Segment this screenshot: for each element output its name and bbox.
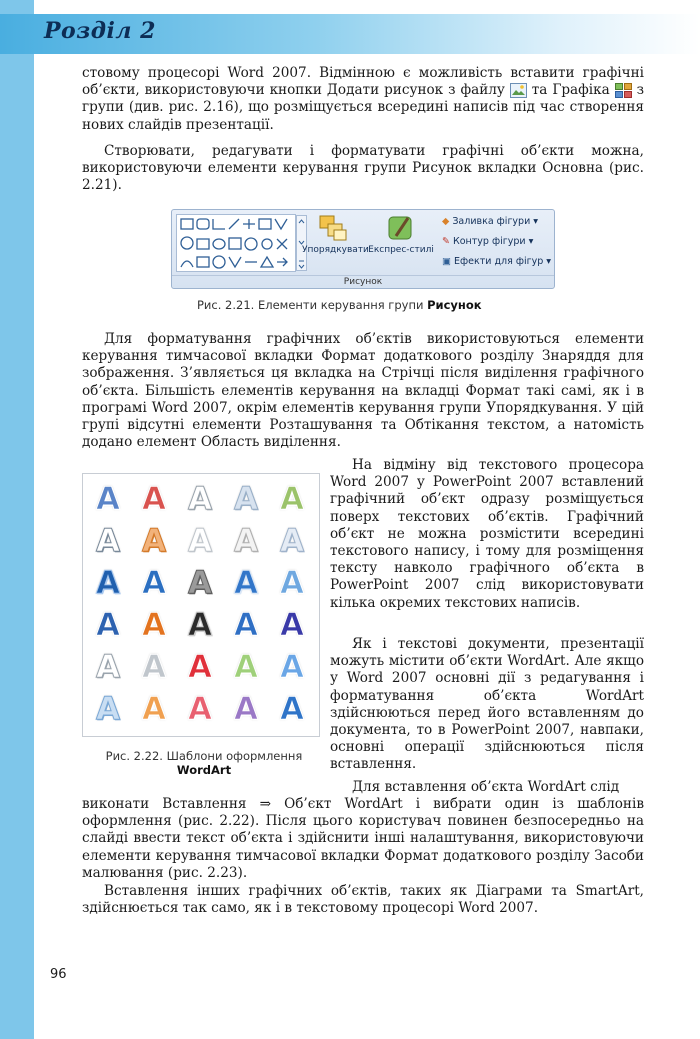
- wordart-style-tile[interactable]: [89, 606, 127, 644]
- wordart-style-tile[interactable]: [181, 690, 219, 728]
- wordart-sample-letter: A: [188, 523, 212, 559]
- shape-outline-button[interactable]: ✎ Контур фігури ▾: [442, 236, 534, 247]
- wordart-sample-letter: A: [96, 523, 120, 559]
- shapes-icons: [177, 215, 295, 271]
- wordart-sample-letter: A: [96, 481, 120, 517]
- shape-outline-label: Контур фігури: [453, 236, 526, 247]
- paragraph-4: На відміну від текстового процесора Word 2007 у PowerPoint 2007 вставлений графічний об’єкт одразу розміщується поверх текстових об’єктів. Графічний об’єкт не можна розмістити всередині текстового напису, і тому для розміщення тексту навколо графічного об’єкта в PowerPoint 2007 слід використовувати кілька окремих текстових написів.: [330, 457, 644, 611]
- wordart-sample-letter: A: [280, 565, 304, 601]
- wordart-style-tile[interactable]: [89, 480, 127, 518]
- paragraph-1-text-c: з групи (див. рис. 2.16), що розміщується всередині написів під час створення нових слайдів презентації.: [82, 82, 645, 133]
- arrange-button[interactable]: [302, 214, 369, 255]
- paragraph-1-text: стовому процесорі Word 2007. Відмінною є можливість вставити графічні об’єкти, використовуючи кнопки Додати рисунок з файлу: [82, 65, 644, 99]
- wordart-sample-letter: A: [188, 481, 212, 517]
- wordart-sample-letter: A: [234, 481, 258, 517]
- drawing-ribbon-group: [171, 209, 555, 289]
- paragraph-7: Вставлення інших графічних об’єктів, таких як Діаграми та SmartArt, здійснюється так само, як і в текстовому процесорі Word 2007.: [82, 883, 644, 917]
- wordart-sample-letter: A: [234, 607, 258, 643]
- wordart-style-tile[interactable]: [227, 606, 265, 644]
- effects-icon: ▣: [442, 256, 451, 267]
- wordart-style-tile[interactable]: [227, 480, 265, 518]
- wordart-sample-letter: A: [234, 565, 258, 601]
- wordart-style-tile[interactable]: [89, 690, 127, 728]
- wordart-gallery: [82, 473, 320, 737]
- shape-fill-label: Заливка фігури: [452, 216, 531, 227]
- wordart-sample-letter: A: [96, 691, 120, 727]
- picture-icon: [510, 83, 527, 98]
- wordart-style-tile[interactable]: [273, 522, 311, 560]
- page-number: 96: [50, 967, 67, 982]
- arrange-label: Упорядкувати: [302, 245, 369, 255]
- wordart-style-tile[interactable]: [135, 564, 173, 602]
- group-label: Рисунок: [172, 275, 554, 287]
- paint-bucket-icon: ◆: [442, 216, 450, 227]
- figure-2-21-caption: [197, 298, 482, 312]
- paragraph-1-text-b: та Графіка: [531, 82, 610, 99]
- wordart-style-tile[interactable]: [135, 648, 173, 686]
- wordart-sample-letter: A: [96, 607, 120, 643]
- shape-fill-button[interactable]: ◆ Заливка фігури ▾: [442, 216, 539, 227]
- wordart-style-tile[interactable]: [273, 606, 311, 644]
- pencil-icon: ✎: [442, 236, 450, 247]
- wordart-sample-letter: A: [280, 607, 304, 643]
- wordart-sample-letter: A: [234, 649, 258, 685]
- arrange-icon: [318, 214, 348, 242]
- smartart-icon: [615, 83, 632, 98]
- wordart-style-tile[interactable]: [135, 606, 173, 644]
- paragraph-5: Як і текстові документи, презентації можуть містити об’єкти WordArt. Але якщо у Word 2007 основні дії з редагування і форматування об’єкта WordArt здійснюються перед його вставленням до документа, то в PowerPoint 2007, навпаки, основні операції здійснюються після вставлення.: [330, 636, 644, 773]
- wordart-sample-letter: A: [234, 523, 258, 559]
- shapes-gallery[interactable]: [176, 214, 296, 272]
- wordart-sample-letter: A: [280, 649, 304, 685]
- wordart-style-tile[interactable]: [227, 690, 265, 728]
- side-strip: [0, 0, 34, 1039]
- wordart-sample-letter: A: [96, 649, 120, 685]
- wordart-style-tile[interactable]: [227, 648, 265, 686]
- wordart-sample-letter: A: [188, 649, 212, 685]
- quick-styles-label: Експрес-стилі: [368, 245, 434, 255]
- figure-2-21-caption-prefix: Рис. 2.21. Елементи керування групи: [197, 298, 424, 312]
- wordart-style-tile[interactable]: [181, 564, 219, 602]
- wordart-style-tile[interactable]: [135, 690, 173, 728]
- wordart-style-tile[interactable]: [89, 648, 127, 686]
- figure-2-22-caption: [88, 749, 320, 777]
- wordart-sample-letter: A: [280, 691, 304, 727]
- wordart-style-tile[interactable]: [181, 522, 219, 560]
- wordart-style-tile[interactable]: [273, 690, 311, 728]
- wordart-style-tile[interactable]: [227, 564, 265, 602]
- wordart-sample-letter: A: [188, 607, 212, 643]
- quick-styles-icon: [386, 214, 416, 242]
- wordart-style-tile[interactable]: [135, 522, 173, 560]
- paragraph-2: Створювати, редагувати і форматувати графічні об’єкти можна, використовуючи елементи керування групи Рисунок вкладки Основна (рис. 2.21).: [82, 143, 644, 194]
- figure-2-22-caption-line1: Рис. 2.22. Шаблони оформлення: [105, 749, 303, 763]
- wordart-sample-letter: A: [188, 691, 212, 727]
- wordart-sample-letter: A: [280, 481, 304, 517]
- wordart-sample-letter: A: [142, 691, 166, 727]
- shape-effects-label: Ефекти для фігур: [454, 256, 544, 267]
- figure-2-22-caption-line2: WordArt: [176, 763, 232, 777]
- wordart-style-tile[interactable]: [273, 564, 311, 602]
- wordart-sample-letter: A: [188, 565, 212, 601]
- wordart-style-tile[interactable]: [227, 522, 265, 560]
- wordart-sample-letter: A: [142, 523, 166, 559]
- section-title: Розділ 2: [44, 18, 156, 44]
- wordart-sample-letter: A: [142, 649, 166, 685]
- paragraph-6-start: Для вставлення об’єкта WordArt слід: [352, 779, 620, 795]
- wordart-style-tile[interactable]: [181, 606, 219, 644]
- paragraph-1: [82, 65, 644, 134]
- paragraph-3: Для форматування графічних об’єктів використовуються елементи керування тимчасової вкладки Формат додаткового розділу Знаряддя для зображення. З’являється ця вкладка на Стрічці після виділення графічного об’єкта. Більшість елементів керування на вкладці Формат такі самі, як і в програмі Word 2007, окрім елементів керування групи Упорядкування. У цій групі відсутні елементи Розташування та Обтікання текстом, а натомість додано елемент Область виділення.: [82, 331, 644, 451]
- figure-2-21-caption-bold: Рисунок: [427, 298, 482, 312]
- wordart-sample-letter: A: [234, 691, 258, 727]
- paragraph-6: виконати Вставлення ⇒ Об’єкт WordArt і вибрати один із шаблонів оформлення (рис. 2.22). Після цього користувач повинен безпосередньо на слайді ввести текст об’єкта і здійснити інші налаштування, використовуючи елементи керування тимчасової вкладки Формат додаткового розділу Засоби малювання (рис. 2.23).: [82, 796, 644, 881]
- wordart-style-tile[interactable]: [181, 480, 219, 518]
- quick-styles-button[interactable]: [368, 214, 434, 255]
- wordart-style-tile[interactable]: [273, 648, 311, 686]
- wordart-style-tile[interactable]: [89, 522, 127, 560]
- shape-effects-button[interactable]: ▣ Ефекти для фігур ▾: [442, 256, 552, 267]
- wordart-sample-letter: A: [280, 523, 304, 559]
- wordart-sample-letter: A: [142, 607, 166, 643]
- wordart-style-tile[interactable]: [89, 564, 127, 602]
- wordart-style-tile[interactable]: [273, 480, 311, 518]
- wordart-style-tile[interactable]: [181, 648, 219, 686]
- wordart-style-tile[interactable]: [135, 480, 173, 518]
- wordart-sample-letter: A: [96, 565, 120, 601]
- wordart-sample-letter: A: [142, 481, 166, 517]
- wordart-sample-letter: A: [142, 565, 166, 601]
